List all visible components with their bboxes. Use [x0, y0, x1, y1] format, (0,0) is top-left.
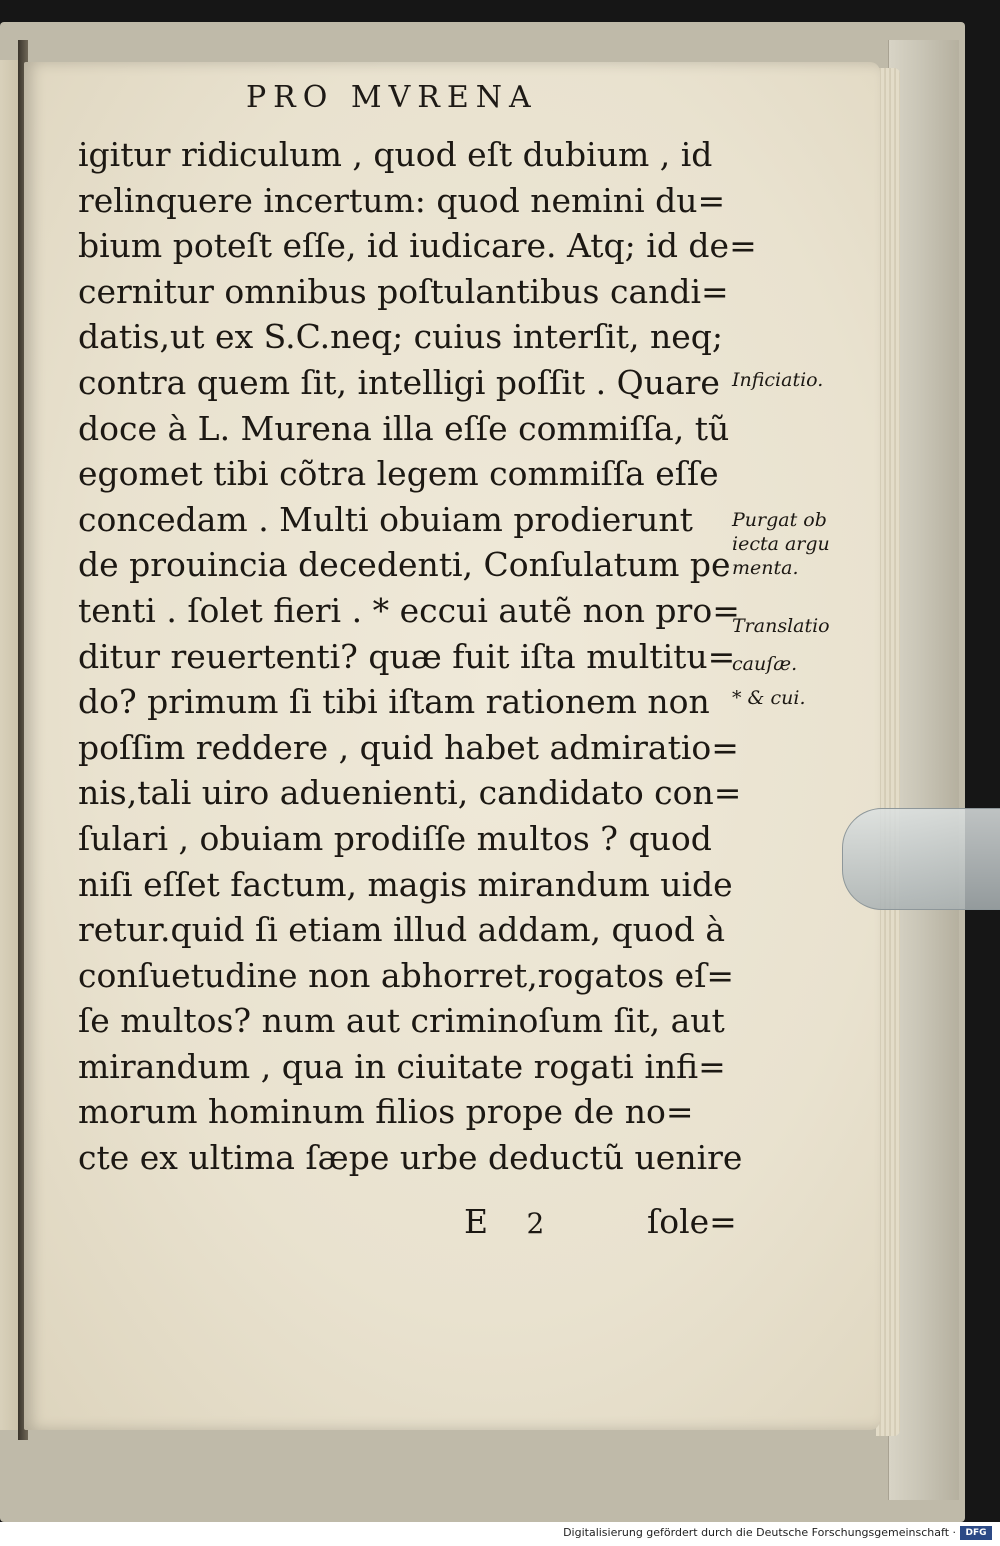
- body-text: [78, 132, 757, 1181]
- text-line: tenti . ſolet fieri . * eccui autẽ non pro=: [78, 590, 740, 630]
- text-line: ſe multos? num aut criminoſum ſit, aut: [78, 1001, 725, 1041]
- signature-line: [464, 1202, 764, 1241]
- text-line: conſuetudine non abhorret,rogatos eſ=: [78, 955, 735, 995]
- marginal-note: Translatio: [732, 615, 830, 637]
- text-line: de prouincia decedenti, Conſulatum pe: [78, 545, 731, 585]
- page-clip: [842, 808, 1000, 910]
- text-line: mirandum , qua in ciuitate rogati infi=: [78, 1046, 726, 1086]
- text-line: niſi eſſet factum, magis mirandum uide: [78, 864, 733, 904]
- text-line: igitur ridiculum , quod eſt dubium , id: [78, 135, 713, 174]
- text-line: retur.quid ſi etiam illud addam, quod à: [78, 910, 725, 950]
- funding-credit: Digitalisierung gefördert durch die Deutsche Forschungsgemeinschaft ·: [563, 1526, 956, 1539]
- marginal-note: Inficiatio.: [732, 369, 824, 391]
- marginal-note: iecta argu: [732, 533, 830, 555]
- marginal-note: Purgat ob: [732, 509, 827, 531]
- digitization-footer: [0, 1522, 1000, 1546]
- text-line: cernitur omnibus poſtulantibus candi=: [78, 271, 729, 311]
- text-line: morum hominum filios prope de no=: [78, 1092, 694, 1132]
- book-page: [24, 62, 880, 1430]
- dfg-logo-icon: DFG: [960, 1526, 992, 1540]
- text-line: contra quem ſit, intelligi poſſit . Quare: [78, 362, 720, 402]
- marginal-note: cauſæ.: [732, 653, 798, 675]
- text-line: ditur reuertenti? quæ fuit iſta multitu=: [78, 636, 736, 676]
- marginal-note: * & cui.: [732, 687, 806, 709]
- text-line: concedam . Multi obuiam prodierunt: [78, 499, 693, 539]
- text-line: ſulari , obuiam prodiſſe multos ? quod: [78, 818, 712, 858]
- signature-mark: E: [464, 1202, 489, 1241]
- facing-page-edge: [0, 60, 20, 1430]
- text-line: nis,tali uiro aduenienti, candidato con=: [78, 773, 742, 813]
- running-head: PRO MVRENA: [246, 80, 538, 115]
- text-line: cte ex ultima ſæpe urbe deductũ uenire: [78, 1138, 743, 1178]
- text-line: do? primum ſi tibi iſtam rationem non: [78, 682, 710, 722]
- catchword: ſole=: [647, 1202, 737, 1241]
- text-line: poſſim reddere , quid habet admiratio=: [78, 727, 739, 767]
- text-line: bium poteſt eſſe, id iudicare. Atq; id de=: [78, 226, 757, 266]
- text-line: doce à L. Murena illa eſſe commiſſa, tũ: [78, 408, 730, 448]
- marginal-note: menta.: [732, 557, 799, 579]
- text-line: relinquere incertum: quod nemini du=: [78, 180, 726, 220]
- text-line: egomet tibi cõtra legem commiſſa eſſe: [78, 454, 719, 494]
- text-line: datis,ut ex S.C.neq; cuius interſit, neq;: [78, 317, 724, 357]
- signature-number: 2: [526, 1207, 545, 1240]
